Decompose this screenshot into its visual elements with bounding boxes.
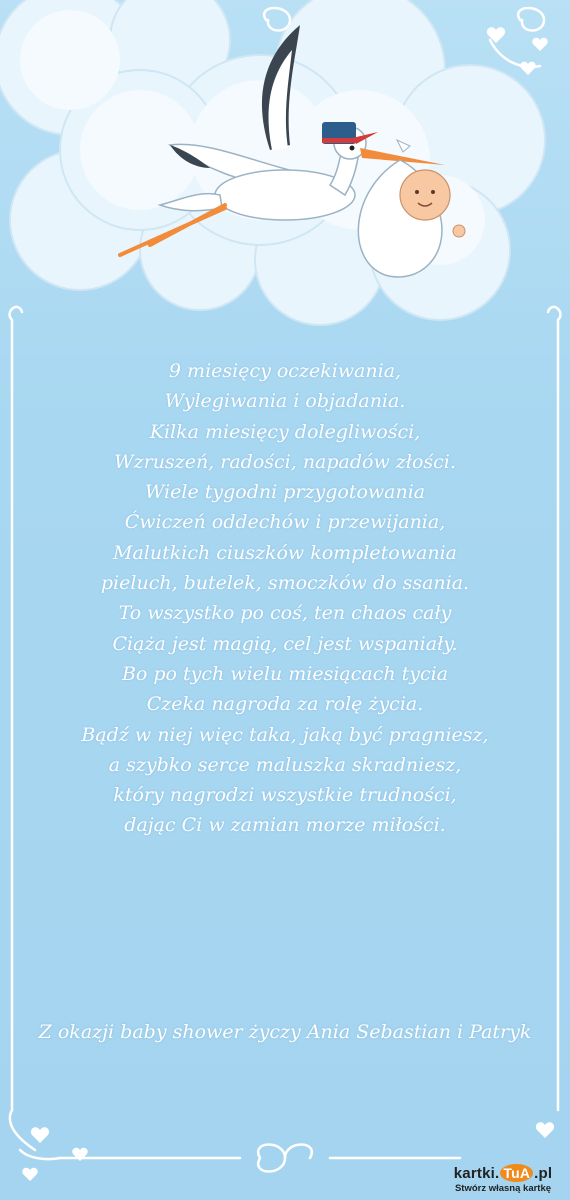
poem-line: Malutkich ciuszków kompletowania (113, 541, 457, 564)
poem-line: Bo po tych wielu miesiącach tycia (121, 662, 449, 685)
brand-name-suffix: .pl (534, 1165, 553, 1182)
poem (20, 356, 550, 841)
wish-text: Z okazji baby shower życzy Ania Sebastian i Patryk (38, 1021, 532, 1043)
poem-line: Wylegiwania i objadania. (164, 390, 406, 413)
poem-line: Ćwiczeń oddechów i przewijania, (124, 511, 446, 534)
brand-tagline: Stwórz własną kartkę (454, 1183, 552, 1194)
poem-line: który nagrodzi wszystkie trudności, (113, 784, 457, 807)
brand-mark: TuA (500, 1164, 533, 1182)
poem-line: dając Ci w zamian morze miłości. (124, 814, 446, 837)
poem-line: Wiele tygodni przygotowania (144, 481, 426, 504)
poem-line: a szybko serce maluszka skradniesz, (108, 753, 462, 776)
brand-logo-link[interactable] (444, 1164, 562, 1194)
brand-name (444, 1164, 562, 1182)
poem-line: Ciąża jest magią, cel jest wspaniały. (112, 632, 458, 655)
poem-line: pieluch, butelek, smoczków do ssania. (100, 572, 470, 595)
brand-name-prefix: kartki. (453, 1165, 500, 1182)
poem-line: Kilka miesięcy dolegliwości, (149, 420, 421, 443)
poem-line: Czeka nagroda za rolę życia. (146, 693, 424, 716)
poem-line: 9 miesięcy oczekiwania, (168, 360, 402, 382)
poem-line: To wszystko po coś, ten chaos cały (118, 602, 452, 625)
poem-line: Wzruszeń, radości, napadów złości. (114, 450, 456, 473)
poem-line: Bądź w niej więc taka, jaką być pragniesz, (81, 723, 489, 746)
